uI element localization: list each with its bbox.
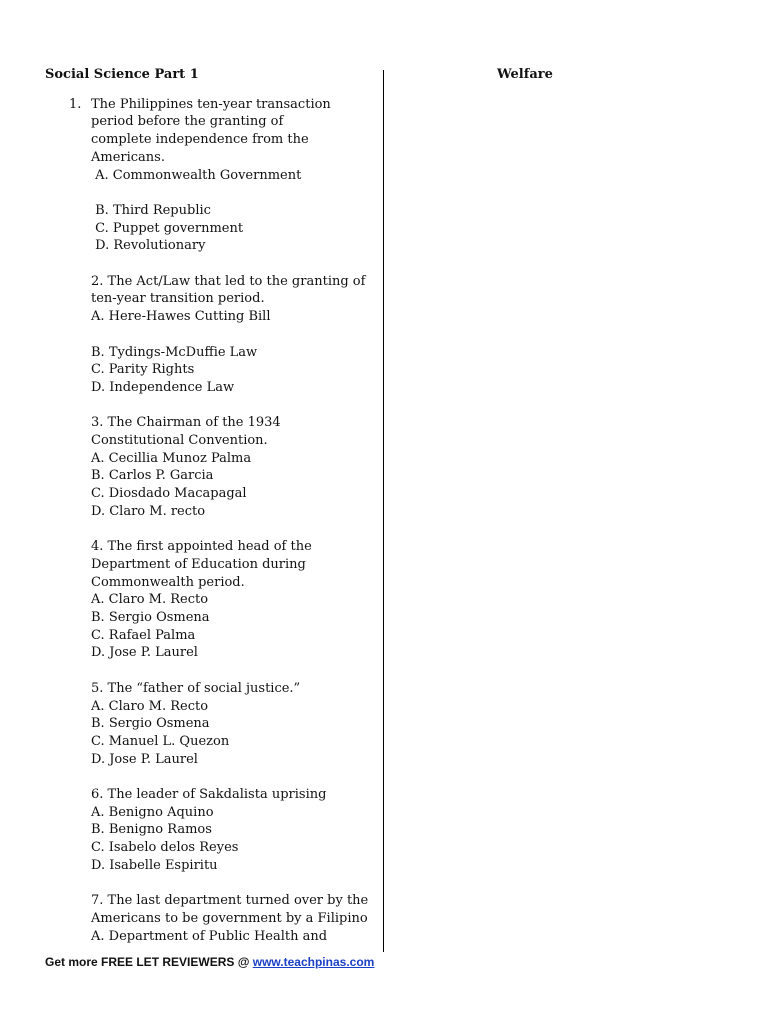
- spacer: [45, 768, 370, 786]
- answer-option: D. Jose P. Laurel: [91, 751, 198, 767]
- question-stem-line: Americans to be government by a Filipino: [91, 910, 368, 926]
- answer-option: D. Revolutionary: [91, 238, 206, 254]
- answer-option: D. Claro M. recto: [91, 503, 206, 519]
- answer-option: C. Rafael Palma: [91, 627, 196, 643]
- question-stem-line: 2. The Act/Law that led to the granting of: [91, 273, 366, 289]
- question-stem-line: The Philippines ten-year transaction: [91, 96, 331, 112]
- question-stem-line: Constitutional Convention.: [91, 433, 268, 448]
- question-stem-line: Department of Education during: [91, 556, 306, 572]
- answer-option: C. Isabelo delos Reyes: [91, 840, 239, 856]
- footer: [45, 955, 374, 969]
- answer-option: D. Jose P. Laurel: [91, 645, 198, 661]
- question-stem-line: period before the granting of: [91, 114, 284, 130]
- question-stem-line: 7. The last department turned over by the: [91, 893, 369, 909]
- question-stem-line: 5. The “father of social justice.”: [91, 680, 301, 696]
- spacer: [45, 521, 370, 539]
- left-column: [45, 66, 370, 945]
- answer-option: B. Sergio Osmena: [91, 716, 210, 732]
- answer-option: A. Commonwealth Government: [91, 167, 302, 183]
- answer-option: C. Diosdado Macapagal: [91, 486, 247, 502]
- answer-option: B. Sergio Osmena: [91, 610, 210, 626]
- question-6: [45, 786, 370, 875]
- right-column-text: Welfare: [497, 67, 553, 82]
- question-stem-line: 3. The Chairman of the 1934: [91, 415, 281, 431]
- question-5: [45, 680, 370, 769]
- footer-text: Get more FREE LET REVIEWERS @: [45, 955, 253, 969]
- question-stem-line: 6. The leader of Sakdalista uprising: [91, 787, 327, 803]
- spacer: [45, 397, 370, 415]
- answer-option: A. Department of Public Health and: [91, 928, 328, 944]
- question-1: [45, 96, 370, 255]
- answer-option: B. Carlos P. Garcia: [91, 468, 214, 484]
- question-stem-line: 4. The first appointed head of the: [91, 539, 312, 555]
- answer-option: A. Cecillia Munoz Palma: [91, 450, 252, 466]
- footer-link[interactable]: www.teachpinas.com: [252, 955, 375, 969]
- answer-option: B. Tydings-McDuffie Law: [91, 344, 258, 360]
- answer-option: D. Independence Law: [91, 379, 235, 395]
- question-stem-line: Americans.: [91, 149, 165, 165]
- answer-option: A. Benigno Aquino: [91, 804, 214, 820]
- answer-option: C. Parity Rights: [91, 362, 195, 378]
- question-4: [45, 538, 370, 662]
- question-number: 1.: [69, 96, 82, 112]
- answer-option: B. Third Republic: [91, 202, 211, 218]
- column-divider: [383, 70, 384, 952]
- question-stem-line: complete independence from the: [91, 132, 309, 148]
- page-title: Social Science Part 1: [45, 67, 199, 82]
- answer-option: B. Benigno Ramos: [91, 822, 212, 838]
- question-stem-line: Commonwealth period.: [91, 574, 245, 590]
- spacer: [45, 662, 370, 680]
- spacer: [45, 255, 370, 273]
- answer-option: A. Here-Hawes Cutting Bill: [91, 309, 271, 325]
- question-7: [45, 892, 370, 945]
- question-3: [45, 414, 370, 520]
- answer-option: A. Claro M. Recto: [91, 592, 209, 608]
- spacer: [45, 875, 370, 893]
- answer-option: A. Claro M. Recto: [91, 698, 209, 714]
- answer-option: C. Puppet government: [91, 220, 244, 236]
- answer-option: D. Isabelle Espiritu: [91, 857, 218, 873]
- answer-option: C. Manuel L. Quezon: [91, 733, 230, 749]
- question-2: [45, 273, 370, 397]
- spacer: [91, 184, 370, 202]
- question-stem-line: ten-year transition period.: [91, 291, 265, 307]
- spacer: [91, 326, 370, 344]
